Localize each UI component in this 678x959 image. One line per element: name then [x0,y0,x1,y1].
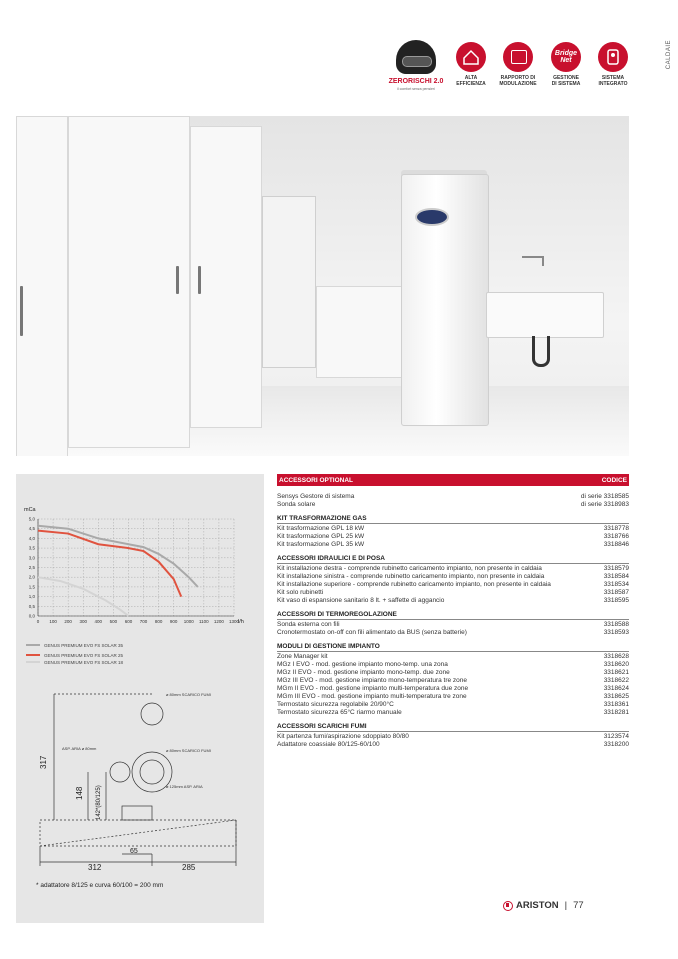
x-tick-label: 1100 [199,619,209,624]
modulation-icon [503,42,533,72]
table-row [277,741,629,749]
air-inlet-circle [110,762,130,782]
feature-alta-efficienza [448,42,494,87]
room-door [262,196,316,368]
y-tick-label: 1,0 [28,594,35,600]
table-row [277,525,629,533]
table-row [277,709,629,717]
x-tick-label: 1000 [183,619,194,624]
feature-label: RAPPORTO DI MODULAZIONE [499,75,537,87]
page-number: 77 [573,900,584,911]
section-title: KIT TRASFORMAZIONE GAS [277,515,629,524]
row-code: 3123574 [603,733,629,740]
table-body [277,493,629,749]
feature-label: ALTA EFFICIENZA [456,75,486,87]
row-description: MGz III EVO - mod. gestione impianto mono-temperatura tre zone [277,677,468,684]
label-asp-aria-2: ø 125mm ASP. ARIA [166,784,203,789]
y-axis-label: mCa [24,507,36,513]
row-description: Adattatore coassiale 80/125-60/100 [277,741,380,748]
dim-148-label: 148 [75,786,84,800]
table-row [277,661,629,669]
x-tick-label: 900 [169,619,178,624]
table-row [277,541,629,549]
table-row [277,589,629,597]
y-tick-label: 2,0 [28,574,35,580]
table-row [277,669,629,677]
brand-name: ARISTON [516,900,559,911]
coaxial-circle-inner [140,760,164,784]
cabinet-handle [176,266,179,294]
sink-pipe [532,336,550,367]
dim-317-label: 317 [39,755,48,769]
table-row [277,573,629,581]
x-tick-label: 700 [139,619,148,624]
row-code: 3318588 [603,621,629,628]
house-efficiency-icon [456,42,486,72]
legend-swatch [26,644,40,646]
row-code: 3318778 [603,525,629,532]
row-description: Kit solo rubinetti [277,589,324,596]
row-description: Kit partenza fumi/aspirazione sdoppiato 80/80 [277,733,409,740]
cabinet-handle [198,266,201,294]
row-code: 3318625 [603,693,629,700]
legend-swatch [26,661,40,663]
row-code: 3318622 [603,677,629,684]
feature-badges [384,36,654,102]
row-description: MGm III EVO - mod. gestione impianto multi-temperatura tre zone [277,693,467,700]
low-cabinet [316,286,402,378]
section-title: ACCESSORI IDRAULICI E DI POSA [277,555,629,564]
x-tick-label: 600 [124,619,133,624]
chart-legend [26,640,123,667]
table-header [277,474,629,486]
cabinet-left [16,116,68,456]
legend-label: GENUS PREMIUM EVO FS SOLAR 25 [44,652,124,658]
row-code: 3318628 [603,653,629,660]
feature-modulazione [495,42,541,87]
row-code: 3318620 [603,661,629,668]
zerorischi-subtitle: il comfort senza pensieri [397,87,435,91]
table-code-header: CODICE [601,476,627,484]
row-description: Zone Manager kit [277,653,328,660]
row-code: 3318595 [603,597,629,604]
row-description: Cronotermostato on-off con fili alimentato da BUS (senza batterie) [277,629,467,636]
row-code: 3318584 [603,573,629,580]
x-tick-label: 100 [49,619,57,624]
dim-142-label: 142*(80/125) [96,785,102,820]
tap [522,256,544,266]
y-tick-label: 0,0 [28,613,35,619]
row-description: MGm II EVO - mod. gestione impianto multi-temperatura due zone [277,685,469,692]
feature-label: GESTIONE DI SISTEMA [551,75,581,87]
row-code: 3318587 [603,589,629,596]
technical-panel [16,474,264,923]
section-title: MODULI DI GESTIONE IMPIANTO [277,643,629,652]
row-code: di serie 3318983 [580,501,629,508]
table-title: ACCESSORI OPTIONAL [279,476,354,484]
row-description: Termostato sicurezza 65°C riarmo manuale [277,709,402,716]
flue-circle-top [141,703,163,725]
legend-label: GENUS PREMIUM EVO FS SOLAR 35 [44,642,124,648]
table-row [277,565,629,573]
legend-item [26,657,123,667]
row-description: Kit vaso di espansione sanitario 8 lt. + saffette di aggancio [277,597,445,604]
zerorischi-logo [384,36,448,96]
legend-item [26,640,123,650]
bridgenet-icon [551,42,581,72]
pressure-flow-chart [16,474,264,634]
section-side-label: CALDAIE [666,40,672,70]
table-row [277,621,629,629]
table-row [277,533,629,541]
row-description: Kit installazione sinistra - comprende rubinetto caricamento impianto, non presente in caldaia [277,573,545,580]
row-description: Sonda solare [277,501,316,508]
row-description: Sonda esterna con fili [277,621,340,628]
table-row [277,581,629,589]
section-title: ACCESSORI SCARICHI FUMI [277,723,629,732]
y-tick-label: 5,0 [28,516,35,522]
footer-separator: | [564,900,568,911]
row-description: Sensys Gestore di sistema [277,493,355,500]
table-row [277,597,629,605]
footer-brand [503,900,584,911]
feature-label: SISTEMA INTEGRATO [598,75,628,87]
row-code: 3318281 [603,709,629,716]
diagonal-line [40,820,236,846]
row-code: 3318621 [603,669,629,676]
visor-icon [402,56,432,67]
table-row [277,653,629,661]
x-tick-label: 800 [154,619,163,624]
dim-285-label: 285 [182,863,196,872]
row-description: Kit trasformazione GPL 35 kW [277,541,365,548]
label-scarico-fumi-1: ø 80mm SCARICO FUMI [166,692,211,697]
row-code: 3318593 [603,629,629,636]
y-tick-label: 3,0 [28,555,35,561]
ariston-logo-icon [503,901,513,911]
y-tick-label: 3,5 [28,545,35,551]
cabinet-handle [20,286,23,336]
row-code: di serie 3318585 [580,493,629,500]
cabinet-door [68,116,190,448]
row-description: Kit installazione destra - comprende rubinetto caricamento impianto, non presente in caldaia [277,565,542,572]
label-asp-aria: ASP. ARIA ø 80mm [62,746,97,751]
x-tick-label: 0 [36,619,40,624]
table-row [277,493,629,501]
integrated-system-icon [598,42,628,72]
table-row [277,629,629,637]
x-tick-label: 300 [79,619,87,624]
row-description: Kit trasformazione GPL 18 kW [277,525,365,532]
row-description: MGz I EVO - mod. gestione impianto mono-temp. una zona [277,661,448,668]
row-code: 3318846 [603,541,629,548]
row-description: Kit installazione superiore - comprende rubinetto caricamento impianto, non presente in caldaia [277,581,551,588]
product-photo [16,116,629,456]
row-description: Termostato sicurezza regolabile 20/90°C [277,701,394,708]
table-row [277,733,629,741]
x-axis-label: l/h [238,619,244,625]
row-code: 3318534 [603,581,629,588]
x-tick-label: 200 [64,619,72,624]
dim-312-label: 312 [88,863,102,872]
row-description: Kit trasformazione GPL 25 kW [277,533,365,540]
footnote: * adattatore 8/125 e curva 60/100 = 200 mm [36,882,164,889]
row-description: MGz II EVO - mod. gestione impianto mono-temp. due zone [277,669,450,676]
y-tick-label: 2,5 [28,565,35,570]
legend-swatch [26,654,40,656]
table-row [277,501,629,509]
zerorischi-title: ZERORISCHI 2.0 [388,78,444,85]
dimension-drawing [16,674,264,884]
table-row [277,693,629,701]
y-tick-label: 0,5 [28,603,35,609]
table-row [277,685,629,693]
section-title: ACCESSORI DI TERMOREGOLAZIONE [277,611,629,620]
boiler-display [415,208,449,226]
x-tick-label: 400 [94,619,103,624]
x-tick-label: 1300 [228,619,240,624]
row-code: 3318766 [603,533,629,540]
bridgenet-text: Bridge Net [554,50,578,64]
connection-block [122,806,152,820]
row-code: 3318624 [603,685,629,692]
table-row [277,677,629,685]
row-code: 3318579 [603,565,629,572]
row-code: 3318200 [603,741,629,748]
feature-gestione-sistema [543,42,589,87]
dim-65-label: 65 [130,848,138,855]
sink [486,292,604,338]
x-tick-label: 500 [109,619,118,624]
label-scarico-fumi-2: ø 80mm SCARICO FUMI [166,748,211,753]
y-tick-label: 4,0 [28,535,35,541]
row-code: 3318361 [603,701,629,708]
feature-sistema-integrato [590,42,636,87]
accessories-table [277,474,629,749]
y-tick-label: 1,5 [28,584,35,590]
legend-label: GENUS PREMIUM EVO FS SOLAR 18 [44,659,124,665]
x-tick-label: 1200 [213,619,224,624]
table-row [277,701,629,709]
y-tick-label: 4,5 [28,526,35,532]
